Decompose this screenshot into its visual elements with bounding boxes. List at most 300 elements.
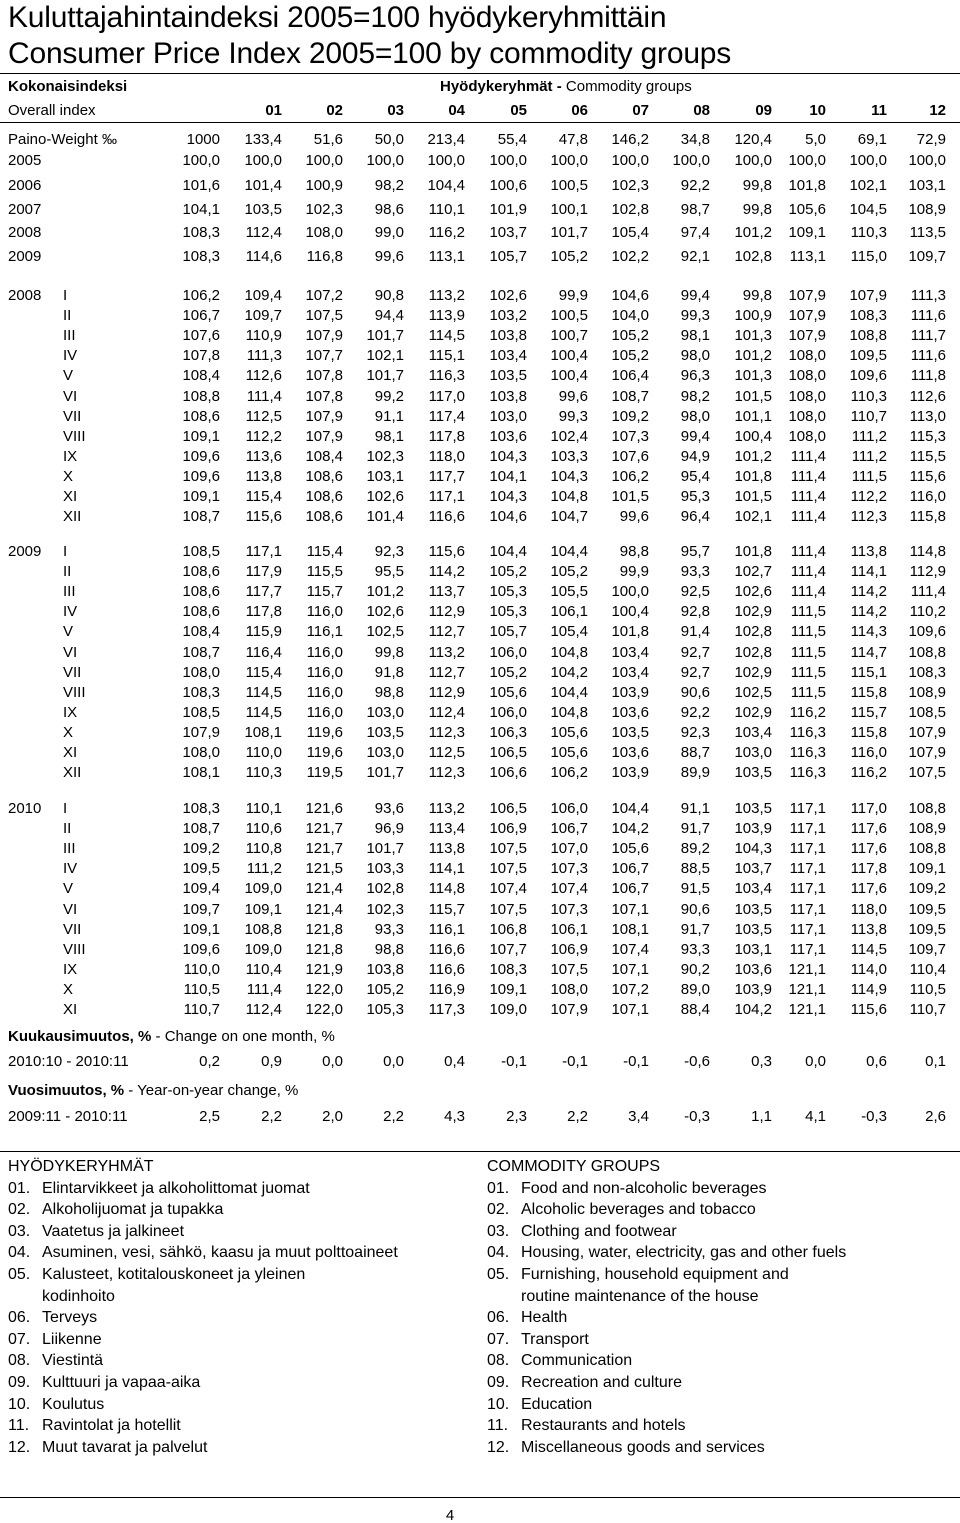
- table-row-cell-1: 108,1: [244, 724, 282, 741]
- legend-text-continued: kodinhoito: [42, 1287, 115, 1305]
- overall-index-label-en: Overall index: [8, 102, 96, 119]
- annual-row-2009-cell-7: 102,2: [611, 248, 649, 265]
- table-row-cell-2: 108,6: [305, 468, 343, 485]
- annual-row-2009-cell-12: 109,7: [908, 248, 946, 265]
- table-row-cell-7: 103,9: [611, 764, 649, 781]
- table-row-cell-0: 109,7: [182, 901, 220, 918]
- page-title-fi: Kuluttajahintaindeksi 2005=100 hyödykeryhmittäin: [8, 1, 667, 34]
- table-row-cell-3: 102,5: [366, 623, 404, 640]
- table-row-cell-1: 111,4: [246, 981, 282, 998]
- table-row-cell-7: 107,2: [611, 981, 649, 998]
- table-row-cell-12: 111,4: [910, 583, 946, 600]
- annual-row-2009-cell-0: 108,3: [182, 248, 220, 265]
- annual-row-2006-cell-7: 102,3: [611, 177, 649, 194]
- table-row-cell-6: 104,2: [550, 664, 588, 681]
- table-row-cell-11: 109,5: [849, 347, 887, 364]
- legend-item: [8, 1264, 398, 1286]
- table-row-cell-2: 107,8: [305, 367, 343, 384]
- legend-code: 08.: [8, 1352, 31, 1370]
- weight-row-cell-7: 146,2: [611, 131, 649, 148]
- table-row-cell-10: 111,5: [790, 644, 826, 661]
- table-row-cell-4: 112,5: [428, 744, 465, 761]
- month-label: II: [63, 563, 72, 580]
- column-header-02: 02: [326, 102, 343, 119]
- table-row-cell-1: 111,4: [246, 388, 282, 405]
- table-row-cell-6: 100,5: [550, 307, 588, 324]
- legend-code: 05.: [8, 1265, 31, 1283]
- annual-row-2008-cell-12: 113,5: [909, 224, 946, 241]
- table-row-cell-6: 106,0: [550, 800, 588, 817]
- table-row-cell-12: 108,9: [908, 684, 946, 701]
- table-row-cell-1: 110,6: [245, 820, 282, 837]
- table-row-cell-1: 115,4: [245, 664, 282, 681]
- annual-row-2006-cell-12: 103,1: [908, 177, 946, 194]
- table-row-cell-6: 104,8: [550, 644, 588, 661]
- table-row-cell-9: 103,5: [734, 764, 772, 781]
- table-row-cell-8: 99,4: [680, 287, 710, 304]
- table-row-cell-9: 101,2: [734, 347, 772, 364]
- legend-code: 01.: [8, 1179, 31, 1197]
- table-row-cell-8: 90,6: [680, 901, 710, 918]
- table-row-cell-6: 102,4: [550, 428, 588, 445]
- page-number: 4: [445, 1507, 455, 1523]
- legend-code: 12.: [487, 1438, 510, 1456]
- table-row-cell-11: 117,0: [850, 800, 887, 817]
- year-label-2006: 2006: [8, 177, 42, 194]
- table-row-cell-7: 100,0: [611, 583, 649, 600]
- weight-row-cell-4: 213,4: [427, 131, 465, 148]
- table-row-cell-5: 102,6: [489, 287, 527, 304]
- annual-change-value-7: 3,4: [628, 1108, 649, 1125]
- table-row-cell-9: 100,4: [734, 428, 772, 445]
- table-row-cell-2: 116,0: [306, 684, 343, 701]
- table-row-cell-10: 108,0: [788, 367, 826, 384]
- table-row-cell-1: 114,5: [245, 704, 282, 721]
- weight-row-cell-12: 72,9: [916, 131, 946, 148]
- table-row-cell-0: 108,5: [182, 704, 220, 721]
- table-row-cell-4: 112,7: [428, 664, 465, 681]
- table-row-cell-10: 121,1: [788, 1001, 826, 1018]
- table-row-cell-2: 115,7: [306, 583, 343, 600]
- table-row-cell-12: 109,2: [908, 880, 946, 897]
- table-row-cell-2: 107,9: [305, 327, 343, 344]
- annual-row-2005-cell-10: 100,0: [788, 152, 826, 169]
- table-row-cell-3: 103,0: [366, 704, 404, 721]
- table-row-cell-3: 103,8: [366, 961, 404, 978]
- table-row-cell-5: 104,1: [489, 468, 527, 485]
- legend-text: Vaatetus ja jalkineet: [42, 1222, 185, 1240]
- table-row-cell-10: 117,1: [789, 941, 826, 958]
- table-row-cell-5: 104,3: [489, 448, 527, 465]
- table-row-cell-11: 116,2: [850, 764, 887, 781]
- legend-text: Food and non-alcoholic beverages: [521, 1179, 767, 1197]
- table-row-cell-2: 121,8: [305, 941, 343, 958]
- annual-row-2008-cell-1: 112,4: [245, 224, 282, 241]
- table-row-cell-0: 108,0: [182, 744, 220, 761]
- table-row-cell-12: 109,1: [908, 860, 946, 877]
- table-row-cell-9: 103,5: [734, 800, 772, 817]
- legend-text: Communication: [521, 1352, 633, 1370]
- month-label: VII: [63, 664, 82, 681]
- month-label: I: [63, 800, 68, 817]
- table-row-cell-9: 100,9: [734, 307, 772, 324]
- table-row-cell-0: 107,8: [182, 347, 220, 364]
- table-row-cell-11: 111,2: [851, 448, 887, 465]
- table-row-cell-1: 110,4: [245, 961, 282, 978]
- legend-item: [8, 1242, 398, 1264]
- table-row-cell-9: 102,7: [734, 563, 772, 580]
- table-row-cell-4: 116,6: [428, 508, 465, 525]
- table-row-cell-10: 116,3: [789, 764, 826, 781]
- table-row-cell-10: 116,3: [789, 724, 826, 741]
- table-row-cell-10: 108,0: [788, 408, 826, 425]
- annual-row-2005-cell-5: 100,0: [489, 152, 527, 169]
- table-row-cell-2: 116,0: [306, 704, 343, 721]
- monthly-change-value-12: 0,1: [925, 1053, 946, 1070]
- annual-row-2006-cell-1: 101,4: [244, 177, 282, 194]
- table-row-cell-1: 112,2: [245, 428, 282, 445]
- year-label-2007: 2007: [8, 201, 42, 218]
- table-row-cell-2: 108,4: [305, 448, 343, 465]
- table-row-cell-5: 106,0: [489, 704, 527, 721]
- column-header-07: 07: [632, 102, 649, 119]
- monthly-change-label-en: - Change on one month, %: [151, 1028, 335, 1045]
- table-row-cell-10: 111,5: [790, 603, 826, 620]
- annual-row-2009-cell-11: 115,0: [850, 248, 887, 265]
- month-label: IX: [63, 448, 78, 465]
- table-row-cell-3: 91,8: [374, 664, 404, 681]
- legend-item: [487, 1199, 846, 1221]
- table-row-cell-3: 93,6: [374, 800, 404, 817]
- table-row-cell-10: 117,1: [789, 880, 826, 897]
- table-row-cell-3: 98,1: [374, 428, 404, 445]
- table-row-cell-9: 104,2: [734, 1001, 772, 1018]
- table-row-cell-7: 103,6: [611, 704, 649, 721]
- table-row-cell-4: 116,6: [428, 941, 465, 958]
- table-row-cell-11: 108,8: [849, 327, 887, 344]
- table-row-cell-11: 109,6: [849, 367, 887, 384]
- table-row-cell-12: 108,9: [908, 820, 946, 837]
- annual-row-2009-cell-1: 114,6: [245, 248, 282, 265]
- table-row-cell-10: 116,2: [789, 704, 826, 721]
- table-row-cell-10: 111,4: [790, 583, 826, 600]
- table-row-cell-5: 105,7: [489, 623, 527, 640]
- table-row-cell-4: 112,3: [428, 724, 465, 741]
- table-row-cell-6: 106,1: [550, 603, 588, 620]
- table-row-cell-8: 92,3: [680, 724, 710, 741]
- table-row-cell-10: 108,0: [788, 428, 826, 445]
- table-row-cell-6: 105,5: [550, 583, 588, 600]
- table-row-cell-0: 106,2: [182, 287, 220, 304]
- table-row-cell-12: 115,5: [909, 448, 946, 465]
- legend-item: [8, 1350, 398, 1372]
- annual-row-2008-cell-8: 97,4: [680, 224, 710, 241]
- table-row-cell-3: 103,1: [366, 468, 404, 485]
- month-label: XII: [63, 764, 82, 781]
- table-row-cell-6: 108,0: [550, 981, 588, 998]
- table-row-cell-8: 92,8: [680, 603, 710, 620]
- table-row-cell-10: 111,4: [790, 508, 826, 525]
- table-row-cell-5: 103,8: [489, 388, 527, 405]
- annual-row-2009-cell-5: 105,7: [489, 248, 527, 265]
- month-label: V: [63, 367, 74, 384]
- table-row-cell-6: 104,3: [550, 468, 588, 485]
- legend-item: [487, 1178, 846, 1200]
- table-row-cell-5: 103,0: [489, 408, 527, 425]
- legend-en: [487, 1156, 846, 1458]
- table-row-cell-5: 103,8: [489, 327, 527, 344]
- table-row-cell-10: 111,5: [790, 664, 826, 681]
- legend-item: [487, 1242, 846, 1264]
- annual-row-2005-cell-8: 100,0: [672, 152, 710, 169]
- table-row-cell-11: 114,2: [850, 583, 887, 600]
- table-row-cell-6: 103,3: [550, 448, 588, 465]
- legend-code: 03.: [487, 1222, 510, 1240]
- annual-change-value-6: 2,2: [567, 1108, 588, 1125]
- table-row-cell-12: 114,8: [909, 543, 946, 560]
- annual-row-2008-cell-0: 108,3: [182, 224, 220, 241]
- legend-heading-en: COMMODITY GROUPS: [487, 1158, 661, 1175]
- table-row-cell-12: 107,5: [908, 764, 946, 781]
- month-label: III: [63, 840, 76, 857]
- month-label: X: [63, 724, 74, 741]
- commodity-groups-separator: -: [552, 78, 566, 95]
- commodity-groups-heading: [440, 78, 692, 96]
- table-row-cell-0: 109,1: [182, 428, 220, 445]
- table-row-cell-9: 103,4: [734, 880, 772, 897]
- table-row-cell-9: 103,9: [734, 981, 772, 998]
- table-row-cell-2: 116,0: [306, 664, 343, 681]
- monthly-change-value-11: 0,6: [866, 1053, 887, 1070]
- column-header-04: 04: [448, 102, 465, 119]
- table-row-cell-3: 103,0: [366, 744, 404, 761]
- table-row-cell-7: 109,2: [611, 408, 649, 425]
- legend-code: 05.: [487, 1265, 510, 1283]
- table-row-cell-8: 89,9: [680, 764, 710, 781]
- annual-change-value-5: 2,3: [506, 1108, 527, 1125]
- table-row-cell-7: 103,9: [611, 684, 649, 701]
- table-row-cell-6: 104,4: [550, 543, 588, 560]
- table-row-cell-3: 102,1: [366, 347, 404, 364]
- legend-item: [487, 1350, 846, 1372]
- legend-code: 06.: [8, 1309, 31, 1327]
- table-row-cell-12: 115,6: [909, 468, 946, 485]
- table-row-cell-0: 108,7: [182, 644, 220, 661]
- table-row-cell-7: 107,4: [611, 941, 649, 958]
- annual-row-2007-cell-12: 108,9: [908, 201, 946, 218]
- table-row-cell-8: 99,3: [680, 307, 710, 324]
- table-row-cell-10: 117,1: [789, 800, 826, 817]
- table-row-cell-4: 112,9: [428, 684, 465, 701]
- table-row-cell-11: 112,3: [850, 508, 887, 525]
- legend-code: 10.: [487, 1395, 510, 1413]
- annual-row-2006-cell-8: 92,2: [680, 177, 710, 194]
- table-row-cell-2: 119,6: [306, 724, 343, 741]
- table-row-cell-4: 113,2: [428, 644, 465, 661]
- legend-rule: [0, 1151, 960, 1152]
- table-row-cell-0: 109,6: [182, 468, 220, 485]
- table-row-cell-10: 108,0: [788, 347, 826, 364]
- table-row-cell-11: 116,0: [850, 744, 887, 761]
- table-row-cell-4: 113,9: [428, 307, 465, 324]
- table-row-cell-0: 109,4: [182, 880, 220, 897]
- weight-label: Paino-Weight ‰: [8, 131, 117, 148]
- annual-row-2005-cell-9: 100,0: [734, 152, 772, 169]
- month-label: X: [63, 468, 74, 485]
- legend-item: [487, 1264, 846, 1286]
- table-row-cell-8: 91,7: [680, 921, 710, 938]
- table-row-cell-7: 108,1: [611, 921, 649, 938]
- table-row-cell-9: 103,9: [734, 820, 772, 837]
- legend-text: Clothing and footwear: [521, 1222, 677, 1240]
- column-header-06: 06: [571, 102, 588, 119]
- table-row-cell-10: 117,1: [789, 901, 826, 918]
- column-header-12: 12: [929, 102, 946, 119]
- annual-row-2008-cell-6: 101,7: [550, 224, 588, 241]
- legend-code: 02.: [8, 1201, 31, 1219]
- block-year-2008: 2008: [8, 287, 42, 304]
- legend-item: [487, 1394, 846, 1416]
- table-row-cell-4: 113,8: [428, 840, 465, 857]
- legend-heading-fi: HYÖDYKERYHMÄT: [8, 1158, 154, 1175]
- block-year-2010: 2010: [8, 800, 42, 817]
- month-label: VIII: [63, 428, 86, 445]
- table-row-cell-5: 108,3: [489, 961, 527, 978]
- table-row-cell-7: 104,6: [611, 287, 649, 304]
- table-row-cell-5: 103,5: [489, 367, 527, 384]
- table-row-cell-10: 121,1: [788, 981, 826, 998]
- table-row-cell-0: 108,4: [182, 367, 220, 384]
- annual-row-2008-cell-3: 99,0: [374, 224, 404, 241]
- overall-index-label-fi: Kokonaisindeksi: [8, 78, 128, 95]
- table-row-cell-1: 109,4: [244, 287, 282, 304]
- table-row-cell-5: 109,0: [489, 1001, 527, 1018]
- annual-change-value-1: 2,2: [261, 1108, 282, 1125]
- monthly-change-value-0: 0,2: [199, 1053, 220, 1070]
- annual-row-2007-cell-11: 104,5: [849, 201, 887, 218]
- legend-item: [487, 1329, 846, 1351]
- table-row-cell-6: 106,7: [550, 820, 588, 837]
- table-row-cell-4: 117,0: [428, 388, 465, 405]
- table-row-cell-3: 94,4: [374, 307, 404, 324]
- table-row-cell-11: 113,8: [850, 543, 887, 560]
- month-label: V: [63, 880, 74, 897]
- legend-item: [487, 1372, 846, 1394]
- table-row-cell-3: 103,5: [366, 724, 404, 741]
- table-row-cell-0: 108,6: [182, 563, 220, 580]
- legend-code-spacer: [487, 1286, 521, 1308]
- legend-text: Recreation and culture: [521, 1373, 682, 1391]
- table-row-cell-7: 103,6: [611, 744, 649, 761]
- column-header-05: 05: [510, 102, 527, 119]
- table-row-cell-11: 110,7: [850, 408, 887, 425]
- table-row-cell-5: 107,5: [489, 901, 527, 918]
- legend-items-fi: [8, 1178, 398, 1459]
- table-row-cell-11: 117,6: [850, 820, 887, 837]
- commodity-groups-label-en: Commodity groups: [565, 78, 692, 95]
- column-header-01: 01: [265, 102, 282, 119]
- month-label: XI: [63, 1001, 78, 1018]
- table-row-cell-1: 117,7: [245, 583, 282, 600]
- commodity-groups-label-fi: Hyödykeryhmät: [440, 78, 553, 95]
- table-row-cell-8: 98,0: [680, 347, 710, 364]
- table-row-cell-8: 89,0: [680, 981, 710, 998]
- legend-item: [8, 1221, 398, 1243]
- table-row-cell-0: 110,5: [183, 981, 220, 998]
- legend-code: 10.: [8, 1395, 31, 1413]
- table-row-cell-11: 111,2: [851, 428, 887, 445]
- table-row-cell-5: 107,7: [489, 941, 527, 958]
- table-row-cell-12: 108,3: [908, 664, 946, 681]
- table-row-cell-12: 108,8: [908, 644, 946, 661]
- annual-change-value-10: 4,1: [805, 1108, 826, 1125]
- annual-change-value-0: 2,5: [199, 1108, 220, 1125]
- annual-row-2006-cell-11: 102,1: [849, 177, 887, 194]
- table-row-cell-5: 106,5: [489, 800, 527, 817]
- legend-item: [487, 1437, 846, 1459]
- table-row-cell-8: 92,5: [680, 583, 710, 600]
- table-row-cell-9: 99,8: [742, 287, 772, 304]
- annual-change-title: [8, 1082, 298, 1100]
- table-row-cell-1: 111,3: [246, 347, 282, 364]
- annual-change-value-3: 2,2: [383, 1108, 404, 1125]
- annual-row-2008-cell-4: 116,2: [428, 224, 465, 241]
- annual-row-2008-cell-5: 103,7: [489, 224, 527, 241]
- table-row-cell-5: 107,5: [489, 840, 527, 857]
- annual-row-2007-cell-1: 103,5: [244, 201, 282, 218]
- table-row-cell-3: 90,8: [374, 287, 404, 304]
- table-row-cell-0: 108,3: [182, 684, 220, 701]
- annual-row-2005-cell-4: 100,0: [427, 152, 465, 169]
- table-row-cell-2: 121,9: [305, 961, 343, 978]
- annual-change-label-en: - Year-on-year change, %: [124, 1082, 299, 1099]
- table-row-cell-12: 111,6: [910, 307, 946, 324]
- table-row-cell-0: 109,1: [182, 921, 220, 938]
- table-row-cell-1: 112,4: [245, 1001, 282, 1018]
- table-row-cell-12: 112,6: [909, 388, 946, 405]
- table-row-cell-1: 117,1: [245, 543, 282, 560]
- table-row-cell-10: 108,0: [788, 388, 826, 405]
- table-row-cell-7: 107,1: [611, 961, 649, 978]
- table-row-cell-5: 105,6: [489, 684, 527, 701]
- table-row-cell-7: 107,6: [611, 448, 649, 465]
- table-row-cell-1: 115,9: [245, 623, 282, 640]
- table-row-cell-9: 102,1: [734, 508, 772, 525]
- table-row-cell-9: 101,5: [734, 388, 772, 405]
- table-row-cell-11: 114,0: [850, 961, 887, 978]
- table-row-cell-10: 111,4: [790, 488, 826, 505]
- table-row-cell-1: 117,9: [245, 563, 282, 580]
- table-row-cell-2: 115,4: [306, 543, 343, 560]
- table-row-cell-11: 115,6: [850, 1001, 887, 1018]
- monthly-change-value-1: 0,9: [261, 1053, 282, 1070]
- table-row-cell-5: 103,6: [489, 428, 527, 445]
- legend-text: Muut tavarat ja palvelut: [42, 1438, 208, 1456]
- table-row-cell-7: 103,4: [611, 644, 649, 661]
- month-label: XII: [63, 508, 82, 525]
- table-row-cell-8: 98,2: [680, 388, 710, 405]
- table-row-cell-10: 111,4: [790, 543, 826, 560]
- table-row-cell-2: 122,0: [305, 1001, 343, 1018]
- monthly-change-value-2: 0,0: [322, 1053, 343, 1070]
- legend-text: Restaurants and hotels: [521, 1417, 686, 1435]
- table-row-cell-5: 106,5: [489, 744, 527, 761]
- table-row-cell-6: 100,7: [550, 327, 588, 344]
- table-row-cell-1: 112,6: [245, 367, 282, 384]
- legend-text: Housing, water, electricity, gas and other fuels: [521, 1244, 847, 1262]
- legend-text: Liikenne: [42, 1330, 102, 1348]
- table-row-cell-6: 105,2: [550, 563, 588, 580]
